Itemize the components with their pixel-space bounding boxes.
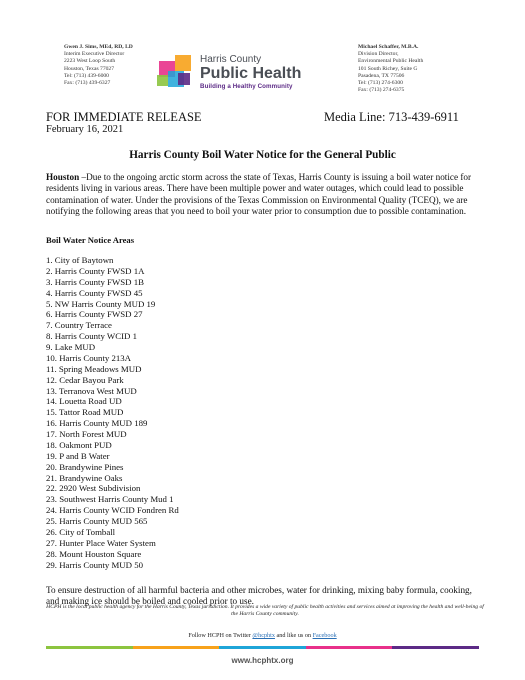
harris-county-public-health-logo <box>156 53 316 93</box>
area-item: 2. Harris County FWSD 1A <box>46 265 145 276</box>
contact-line: Fax: (713) 439-6327 <box>64 80 111 87</box>
contact-line: Pasadena, TX 77506 <box>358 72 405 79</box>
twitter-link[interactable]: @hcphtx <box>252 632 275 639</box>
area-item: 21. Brandywine Oaks <box>46 472 123 483</box>
social-follow <box>0 632 525 639</box>
areas-heading: Boil Water Notice Areas <box>46 235 135 245</box>
contact-name: Gwen J. Sims, MEd, RD, LD <box>64 44 133 50</box>
area-item: 13. Terranova West MUD <box>46 385 137 396</box>
color-bar-segment <box>219 646 306 649</box>
media-line: Media Line: 713-439-6911 <box>324 110 459 124</box>
area-list <box>46 255 179 570</box>
intro-lead: Houston <box>46 172 80 182</box>
area-item: 18. Oakmont PUD <box>46 439 112 450</box>
contact-name: Michael Schaffer, M.B.A. <box>358 44 419 50</box>
facebook-link[interactable]: Facebook <box>312 632 337 639</box>
logo-squares-icon <box>156 53 194 89</box>
area-item: 10. Harris County 213A <box>46 352 132 363</box>
color-bar-segment <box>392 646 479 649</box>
area-item: 20. Brandywine Pines <box>46 461 124 472</box>
logo-county: Harris County <box>200 54 262 65</box>
release-date: February 16, 2021 <box>46 124 124 135</box>
division-director-contact <box>358 44 423 94</box>
color-bar-segment <box>46 646 133 649</box>
area-item: 28. Mount Houston Square <box>46 548 142 559</box>
about-hcph: HCPH is the local public health agency for the Harris County, Texas jurisdiction. It provides a wide variety of public health activities and services aimed at improving the health and well-being of the Harris County community. <box>46 604 484 617</box>
interim-director-contact <box>64 44 133 87</box>
area-item: 23. Southwest Harris County Mud 1 <box>46 494 174 505</box>
contact-line: Environmental Public Health <box>358 58 424 65</box>
release-label: FOR IMMEDIATE RELEASE <box>46 110 202 124</box>
website-url[interactable]: www.hcphtx.org <box>231 656 294 665</box>
follow-prefix: Follow HCPH on Twitter <box>188 632 253 639</box>
area-item: 27. Hunter Place Water System <box>46 537 156 548</box>
contact-line: Tel: (713) 274-6300 <box>358 80 403 87</box>
notice-title: Harris County Boil Water Notice for the General Public <box>129 149 396 161</box>
area-item: 5. NW Harris County MUD 19 <box>46 298 156 309</box>
footer-color-bar <box>46 646 479 649</box>
area-item: 12. Cedar Bayou Park <box>46 374 124 385</box>
area-item: 17. North Forest MUD <box>46 429 127 439</box>
area-item: 3. Harris County FWSD 1B <box>46 276 144 287</box>
color-bar-segment <box>133 646 220 649</box>
area-item: 25. Harris County MUD 565 <box>46 516 148 526</box>
contact-line: Tel: (713) 439-6000 <box>64 72 109 79</box>
area-item: 4. Harris County FWSD 45 <box>46 287 143 298</box>
area-item: 16. Harris County MUD 189 <box>46 418 148 429</box>
area-item: 6. Harris County FWSD 27 <box>46 309 143 320</box>
contact-line: 2223 West Loop South <box>64 58 116 65</box>
area-item: 29. Harris County MUD 50 <box>46 559 144 570</box>
contact-line: Fax: (713) 274-6375 <box>358 87 405 94</box>
intro-paragraph <box>46 172 484 218</box>
follow-middle: and like us on <box>274 632 313 639</box>
area-item: 11. Spring Meadows MUD <box>46 363 142 374</box>
area-item: 19. P and B Water <box>46 450 110 461</box>
contact-line: 101 South Richey, Suite G <box>358 65 418 72</box>
color-bar-segment <box>306 646 393 649</box>
area-item: 1. City of Baytown <box>46 255 114 265</box>
contact-line: Houston, Texas 77027 <box>64 65 115 72</box>
area-item: 7. Country Terrace <box>46 320 112 331</box>
area-item: 9. Lake MUD <box>46 342 96 352</box>
contact-line: Division Director, <box>358 51 399 58</box>
logo-public-health: Public Health <box>200 65 302 82</box>
area-item: 22. 2920 West Subdivision <box>46 483 141 494</box>
closing-paragraph: To ensure destruction of all harmful bacteria and other microbes, water for drinking, mixing baby formula, cooking, and making ice should be boiled and cooled prior to use. <box>46 585 472 606</box>
contact-line: Interim Executive Director <box>64 51 125 58</box>
area-item: 8. Harris County WCID 1 <box>46 331 137 342</box>
area-item: 24. Harris County WCID Fondren Rd <box>46 505 179 516</box>
area-item: 26. City of Tomball <box>46 526 116 537</box>
area-item: 15. Tattor Road MUD <box>46 407 124 418</box>
area-item: 14. Louetta Road UD <box>46 396 122 407</box>
intro-text: –Due to the ongoing arctic storm across the state of Texas, Harris County is issuing a boil water notice for residents living in various areas. There have been multiple power and water outages, which could lead to possible contamination of water. Under the provisions of the Texas Commission on Environmental Quality (TCEQ), we are notifying the following areas that you need to boil your water prior to consumption due to possible contamination. <box>46 172 472 217</box>
logo-tagline: Building a Healthy Community <box>200 83 293 90</box>
